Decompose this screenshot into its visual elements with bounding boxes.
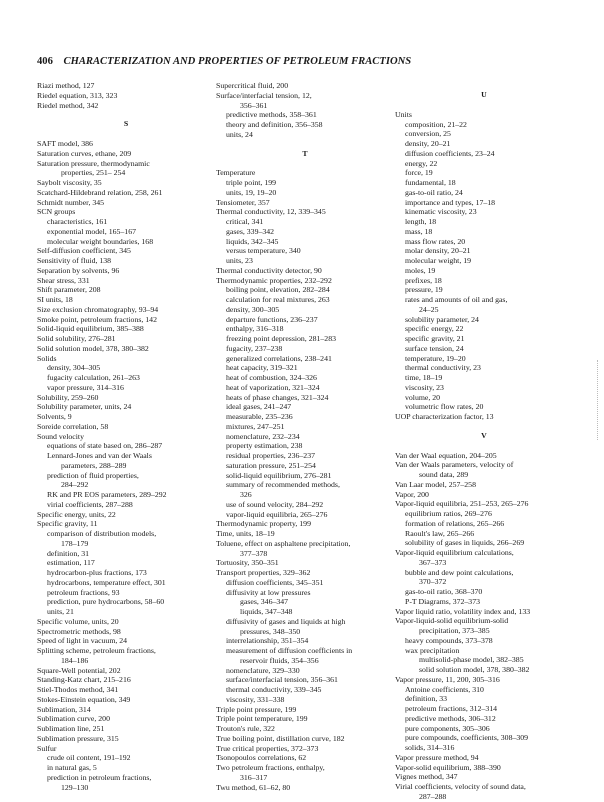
index-entry: Scatchard-Hildebrand relation, 258, 261 [37,187,163,197]
index-section-letter: V [481,430,487,440]
index-entry: SCN groups [37,207,76,217]
index-subentry: petroleum fractions, 93 [47,587,120,597]
index-subentry: density, 20–21 [405,139,451,148]
index-subentry: Lennard-Jones and van der Waals [47,451,152,460]
index-entry: Vapor-solid equilibrium, 388–390 [395,762,501,772]
index-subentry: composition, 21–22 [405,119,467,129]
index-subentry: specific energy, 22 [405,324,464,334]
index-subentry: exponential model, 165–167 [47,226,136,236]
index-subentry: diffusion coefficients, 23–24 [405,148,495,158]
index-entry: Stiel-Thodos method, 341 [37,685,119,694]
index-subentry: diffusivity at low pressures [226,587,311,597]
index-continuation: precipitation, 373–385 [419,626,490,635]
index-subentry: critical, 341 [226,217,264,226]
index-subentry: pure compounds, coefficients, 308–309 [405,733,529,743]
index-entry: Vapor pressure, 11, 200, 305–316 [395,674,500,684]
index-entry: Thermodynamic property, 199 [216,519,311,529]
index-entry: Transport properties, 329–362 [216,568,311,577]
index-entry: Sound velocity [37,431,84,441]
index-subentry: units, 23 [226,256,253,265]
index-subentry: formation of relations, 265–266 [405,518,505,528]
index-entry: Separation by solvents, 96 [37,265,120,275]
index-entry: Triple point temperature, 199 [216,714,308,724]
index-subentry: solubility of gases in liquids, 266–269 [405,538,525,548]
index-entry: Van der Waals parameters, velocity of [395,460,514,470]
index-entry: Specific gravity, 11 [37,519,98,529]
index-subentry: units, 24 [226,129,253,139]
index-entry: Stokes-Einstein equation, 349 [37,694,131,704]
index-subentry: measurable, 235–236 [226,412,293,421]
index-entry: Toluene, effect on asphaltene precipitation, [216,538,351,548]
index-subentry: molecular weight boundaries, 168 [47,236,154,246]
index-continuation: 178–179 [61,538,89,548]
index-subentry: nomenclature, 329–330 [226,665,300,675]
index-continuation: 184–186 [61,655,89,665]
index-subentry: hydrocarbons, temperature effect, 301 [47,577,166,587]
index-subentry: equations of state based on, 286–287 [47,441,163,451]
index-subentry: viscosity, 23 [405,382,444,392]
index-entry: Vapor-liquid equilibria, 251–253, 265–276 [395,499,529,509]
index-subentry: enthalpy, 316–318 [226,324,284,334]
index-subentry: kinematic viscosity, 23 [405,207,477,217]
index-entry: Shift parameter, 208 [37,285,101,295]
index-entry: True critical properties, 372–373 [216,743,319,753]
index-entry: Tsonopoulos correlations, 62 [216,753,307,763]
index-subentry: liquids, 342–345 [226,236,279,246]
index-continuation: 356–361 [240,100,268,110]
index-subentry: generalized correlations, 238–241 [226,353,332,363]
index-subentry: interrelationship, 351–354 [226,636,309,646]
index-entry: Solid solution model, 378, 380–382 [37,343,149,353]
index-entry: Square-Well potential, 202 [37,665,121,675]
page-number: 406 [37,56,53,67]
index-column-left [37,81,215,792]
index-column-right [395,81,573,802]
index-entry: SAFT model, 386 [37,139,93,148]
index-entry: Surface/interfacial tension, 12, [216,90,312,100]
index-subentry: heat of combustion, 324–326 [226,373,317,382]
index-continuation: parameters, 288–289 [61,460,127,470]
index-column-middle [216,81,394,792]
index-subentry: heat capacity, 319–321 [226,363,298,373]
index-entry: Thermodynamic properties, 232–292 [216,275,332,285]
index-continuation: 287–288 [419,791,447,801]
index-subentry: importance and types, 17–18 [405,197,496,207]
index-subentry: heavy compounds, 373–378 [405,635,493,645]
index-subentry: gases, 339–342 [226,226,275,236]
index-entry: Vapor-liquid-solid equilibrium-solid [395,616,509,626]
index-entry: Trouton's rule, 322 [216,724,275,733]
index-entry: Size exclusion chromatography, 93–94 [37,304,159,314]
index-subentry: pure components, 305–306 [405,723,490,733]
index-entry: Van Laar model, 257–258 [395,479,476,489]
index-subentry: fundamental, 18 [405,178,456,187]
index-subentry: gas-to-oil ratio, 24 [405,187,463,197]
index-subentry: prediction in petroleum fractions, [47,772,152,782]
index-entry: Solid-liquid equilibrium, 385–388 [37,324,144,334]
index-continuation: 129–130 [61,782,89,792]
index-subentry: moles, 19 [405,265,436,275]
index-subentry: density, 304–305 [47,363,101,373]
index-subentry: volume, 20 [405,392,441,402]
index-subentry: residual properties, 236–237 [226,451,315,460]
index-entry: Sublimation curve, 200 [37,714,110,724]
index-entry: Tortuosity, 350–351 [216,558,279,568]
index-entry: Specific volume, units, 20 [37,616,119,626]
index-subentry: specific gravity, 21 [405,334,465,343]
index-subentry: molar density, 20–21 [405,246,471,256]
index-subentry: units, 19, 19–20 [226,187,277,197]
index-subentry: solid-liquid equilibrium, 276–281 [226,470,332,480]
index-continuation: 326 [240,490,252,499]
index-subentry: heats of phase changes, 321–324 [226,392,329,402]
index-subentry: use of sound velocity, 284–292 [226,499,324,509]
index-continuation: multisolid-phase model, 382–385 [419,655,524,665]
index-entry: Saturation curves, ethane, 209 [37,148,132,158]
index-subentry: nomenclature, 232–234 [226,431,300,441]
index-subentry: predictive methods, 306–312 [405,713,496,723]
index-subentry: mass flow rates, 20 [405,236,466,246]
index-subentry: thermal conductivity, 23 [405,363,481,373]
index-continuation: 316–317 [240,772,268,782]
index-continuation: solid solution model, 378, 380–382 [419,665,530,674]
index-subentry: fugacity, 237–238 [226,343,283,353]
index-entry: Twu method, 61–62, 80 [216,782,291,792]
index-entry: Vapor liquid ratio, volatility index and, 133 [395,606,531,616]
index-entry: Soreide correlation, 58 [37,421,109,431]
index-subentry: crude oil content, 191–192 [47,753,131,763]
index-entry: Virial coefficients, velocity of sound data, [395,782,526,791]
index-subentry: wax precipitation [405,645,460,655]
index-section-letter: S [123,119,129,129]
index-subentry: prefixes, 18 [405,275,442,285]
index-subentry: theory and definition, 356–358 [226,120,323,129]
index-subentry: hydrocarbon-plus fractions, 173 [47,568,147,577]
index-entry: Sublimation pressure, 315 [37,733,119,743]
index-entry: Vignes method, 347 [395,772,458,782]
index-continuation: 284–292 [61,480,89,490]
index-subentry: equilibrium ratios, 269–276 [405,509,492,518]
index-subentry: virial coefficients, 287–288 [47,499,133,509]
index-entry: Sensitivity of fluid, 138 [37,256,112,265]
index-entry: Spectrometric methods, 98 [37,626,121,636]
index-subentry: rates and amounts of oil and gas, [405,295,508,304]
index-subentry: volumetric flow rates, 20 [405,402,484,412]
index-entry: Shear stress, 331 [37,275,90,285]
index-entry: Self-diffusion coefficient, 345 [37,246,131,256]
index-subentry: pressure, 19 [405,285,443,295]
index-entry: Solid solubility, 276–281 [37,334,116,343]
index-entry: Speed of light in vacuum, 24 [37,636,128,646]
page-header [37,56,567,72]
index-entry: Schmidt number, 345 [37,197,105,207]
index-subentry: mixtures, 247–251 [226,421,285,431]
index-subentry: fugacity calculation, 261–263 [47,373,140,382]
index-subentry: characteristics, 161 [47,217,108,226]
index-subentry: length, 18 [405,217,437,226]
index-subentry: vapor pressure, 314–316 [47,382,124,392]
index-subentry: diffusion coefficients, 345–351 [226,577,324,587]
index-entry: Solubility parameter, units, 24 [37,402,132,412]
index-entry: Standing-Katz chart, 215–216 [37,675,131,685]
index-subentry: freezing point depression, 281–283 [226,334,336,343]
index-entry: Two petroleum fractions, enthalpy, [216,763,325,772]
index-subentry: prediction of fluid properties, [47,470,139,480]
index-section-letter: U [481,90,487,99]
index-entry: Van der Waal equation, 204–205 [395,450,497,460]
index-subentry: vapor-liquid equilibria, 265–276 [226,509,328,519]
index-entry: Vapor pressure method, 94 [395,752,479,762]
index-subentry: definition, 31 [47,548,90,558]
index-continuation: pressures, 348–350 [240,626,301,636]
index-subentry: measurement of diffusion coefficients in [226,646,353,655]
index-subentry: calculation for real mixtures, 263 [226,295,330,304]
index-subentry: time, 18–19 [405,373,443,382]
index-entry: Solubility, 259–260 [37,392,99,402]
index-continuation: 367–373 [419,557,447,567]
index-continuation: properties, 251– 254 [61,168,126,178]
index-entry: Solids [37,353,57,363]
index-entry: Vapor, 200 [395,489,429,499]
index-continuation: liquids, 347–348 [240,607,293,616]
index-subentry: viscosity, 331–338 [226,694,285,704]
margin-dot-rule [595,360,598,440]
running-title: CHARACTERIZATION AND PROPERTIES OF PETROLEUM FRACTIONS [63,56,412,67]
index-subentry: predictive methods, 358–361 [226,110,317,120]
index-subentry: thermal conductivity, 339–345 [226,685,322,694]
index-entry: Units [395,109,412,119]
index-subentry: departure functions, 236–237 [226,314,318,324]
index-subentry: conversion, 25 [405,129,451,139]
index-entry: Thermal conductivity, 12, 339–345 [216,207,326,217]
index-entry: Saybolt viscosity, 35 [37,178,102,187]
index-entry: Riazi method, 127 [37,81,95,90]
index-entry: Specific energy, units, 22 [37,509,116,519]
index-entry: Riedel method, 342 [37,100,99,110]
index-entry: Solvents, 9 [37,412,72,421]
index-entry: Time, units, 18–19 [216,529,275,538]
index-subentry: temperature, 19–20 [405,353,466,363]
index-subentry: in natural gas, 5 [47,763,97,772]
index-entry: Supercritical fluid, 200 [216,81,289,90]
index-subentry: units, 21 [47,607,74,616]
index-subentry: diffusivity of gases and liquids at high [226,616,346,626]
index-entry: UOP characterization factor, 13 [395,412,494,421]
index-subentry: solids, 314–316 [405,743,455,752]
index-subentry: prediction, pure hydrocarbons, 58–60 [47,597,165,607]
index-entry: SI units, 18 [37,295,73,304]
index-subentry: comparison of distribution models, [47,529,157,538]
index-subentry: definition, 33 [405,694,448,704]
index-subentry: density, 300–305 [226,304,280,314]
index-entry: Smoke point, petroleum fractions, 142 [37,314,157,324]
index-continuation: 370–372 [419,577,447,587]
index-subentry: gas-to-oil ratio, 368–370 [405,587,483,596]
index-subentry: bubble and dew point calculations, [405,567,514,577]
index-entry: True boiling point, distillation curve, 182 [216,733,345,743]
index-subentry: summary of recommended methods, [226,480,340,490]
index-subentry: heat of vaporization, 321–324 [226,382,320,392]
index-entry: Riedel equation, 313, 323 [37,90,118,100]
index-entry: Sublimation line, 251 [37,724,105,733]
index-subentry: energy, 22 [405,158,438,168]
index-subentry: Antoine coefficients, 310 [405,684,484,694]
index-subentry: mass, 18 [405,226,433,236]
index-entry: Tensiometer, 357 [216,197,270,207]
index-subentry: property estimation, 238 [226,441,303,451]
index-subentry: saturation pressure, 251–254 [226,460,316,470]
index-subentry: surface tension, 24 [405,343,464,353]
index-subentry: molecular weight, 19 [405,256,472,265]
index-entry: Sublimation, 314 [37,704,91,714]
index-subentry: petroleum fractions, 312–314 [405,704,498,713]
index-continuation: gases, 346–347 [240,597,289,607]
index-continuation: sound data, 289 [419,470,469,479]
index-section-letter: T [302,148,308,158]
index-subentry: boiling point, elevation, 282–284 [226,285,330,295]
index-continuation: 377–378 [240,548,268,558]
index-subentry: ideal gases, 241–247 [226,402,292,412]
index-continuation: reservoir fluids, 354–356 [240,655,319,665]
index-entry: Temperature [216,168,256,178]
index-entry: Splitting scheme, petroleum fractions, [37,646,156,655]
index-subentry: force, 19 [405,168,433,178]
index-subentry: RK and PR EOS parameters, 289–292 [47,490,167,499]
index-entry: Vapor-liquid equilibrium calculations, [395,548,514,557]
index-entry: Saturation pressure, thermodynamic [37,158,150,168]
index-subentry: estimation, 117 [47,558,95,568]
index-subentry: surface/interfacial tension, 356–361 [226,675,338,685]
index-subentry: triple point, 199 [226,178,277,187]
index-continuation: 24–25 [419,304,439,314]
index-entry: Thermal conductivity detector, 90 [216,265,322,275]
index-subentry: Raoult's law, 265–266 [405,528,475,538]
index-entry: Sulfur [37,743,57,753]
index-subentry: solubility parameter, 24 [405,314,479,324]
index-subentry: P-T Diagrams, 372–373 [405,596,481,606]
index-entry: Triple point pressure, 199 [216,704,297,714]
index-subentry: versus temperature, 340 [226,246,301,256]
